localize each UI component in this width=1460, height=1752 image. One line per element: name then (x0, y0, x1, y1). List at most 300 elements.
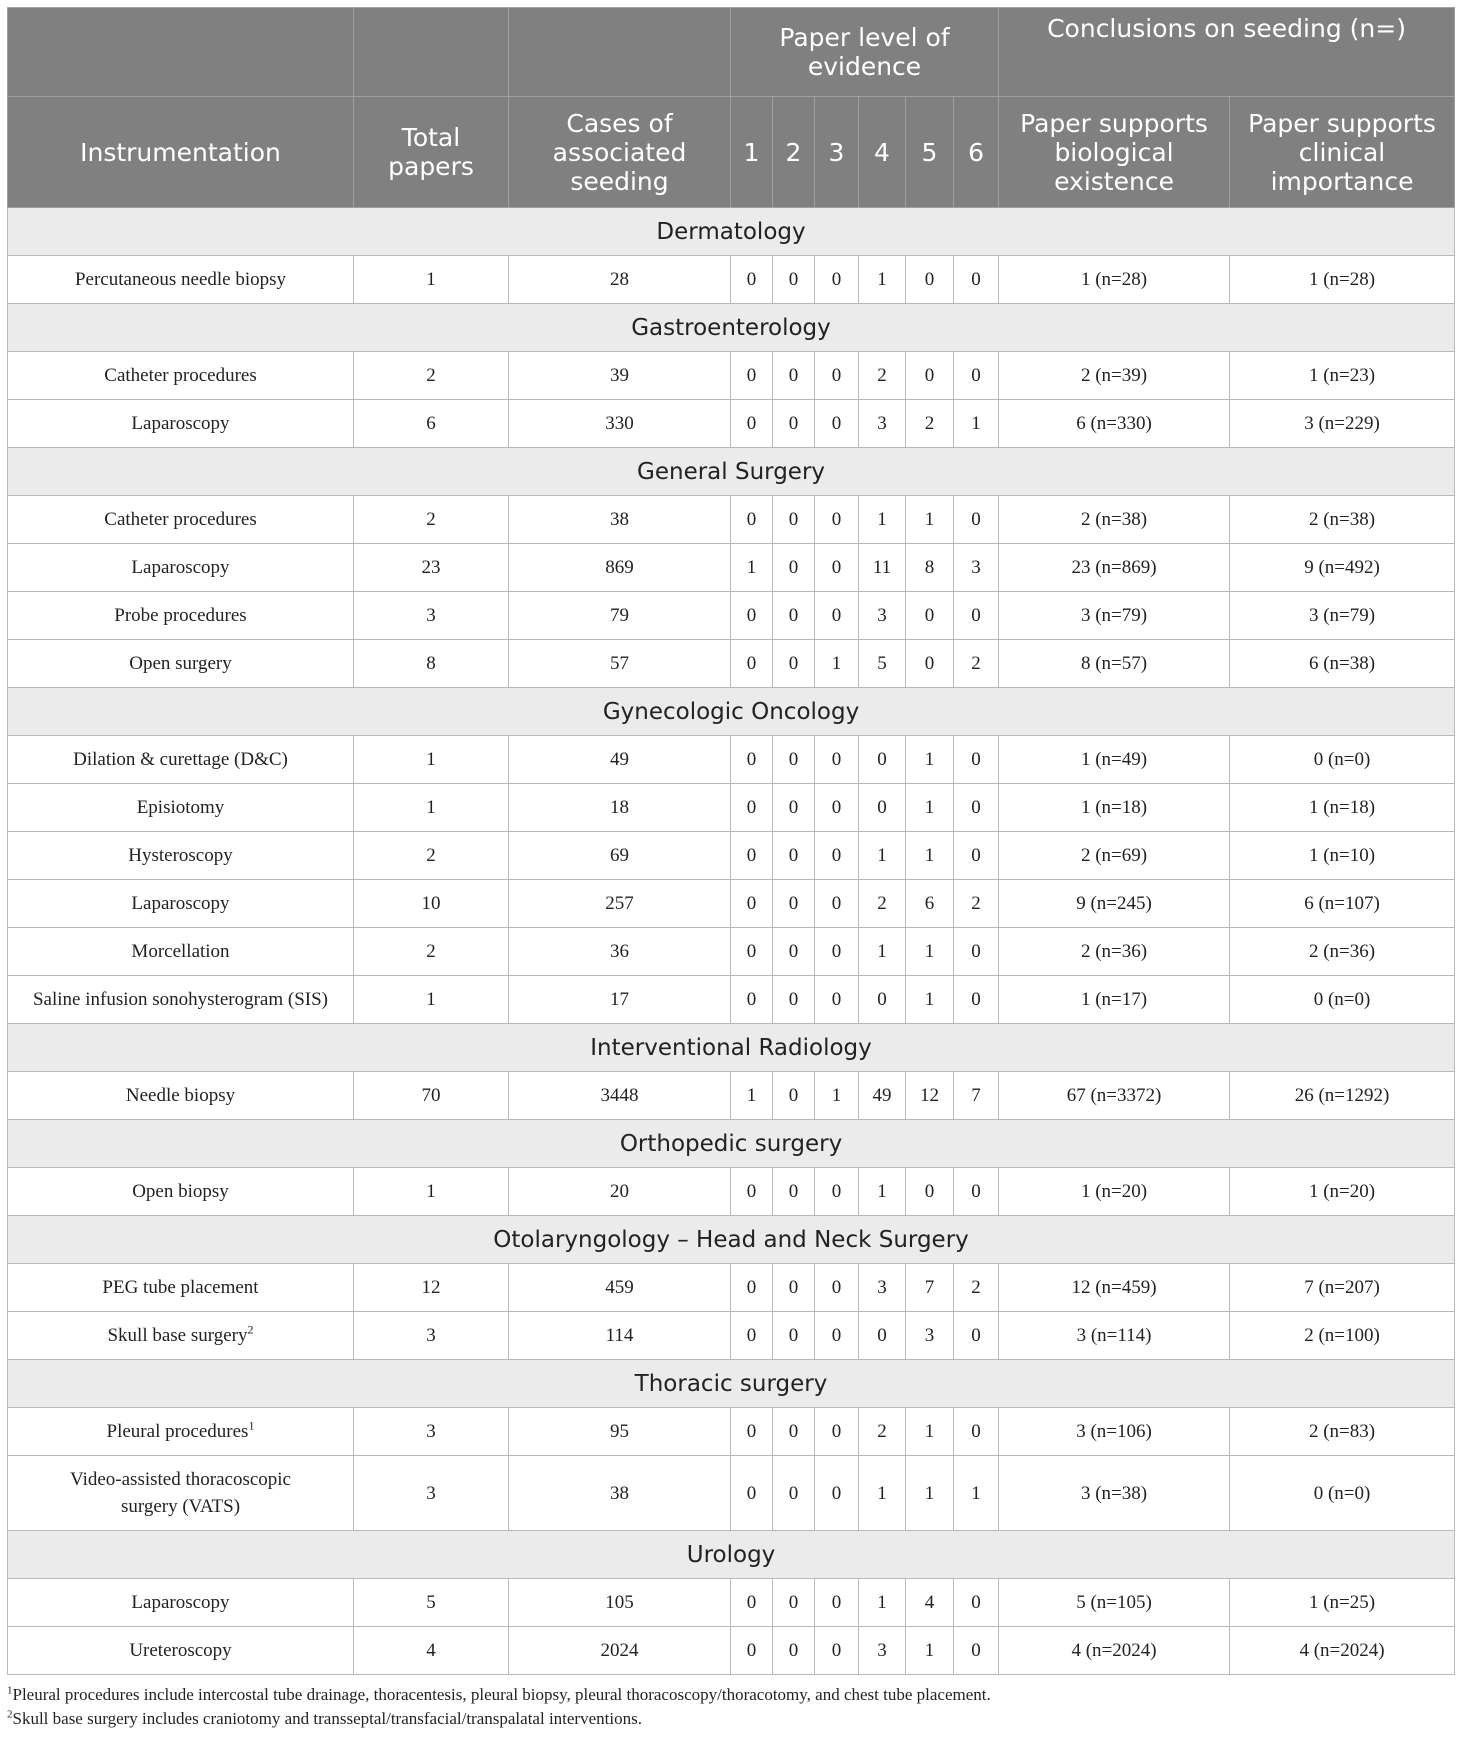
cell-biological-existence: 8 (n=57) (999, 640, 1230, 688)
cell-cases: 38 (509, 1456, 731, 1531)
cell-level-2: 0 (773, 1408, 815, 1456)
seeding-table (7, 7, 1455, 1675)
table-row (8, 400, 1455, 448)
section-row (8, 1360, 1455, 1408)
cell-level-5: 2 (906, 400, 954, 448)
cell-level-5: 3 (906, 1312, 954, 1360)
cell-level-3: 0 (815, 1579, 859, 1627)
cell-level-4: 2 (859, 1408, 906, 1456)
table-row (8, 544, 1455, 592)
cell-level-4: 1 (859, 256, 906, 304)
cell-clinical-importance: 1 (n=18) (1230, 784, 1455, 832)
cell-level-2: 0 (773, 1456, 815, 1531)
header-level-1: 1 (731, 97, 773, 208)
cell-level-1: 0 (731, 400, 773, 448)
cell-total-papers: 3 (354, 592, 509, 640)
footnote-mark: 1 (7, 1684, 13, 1697)
cell-biological-existence: 6 (n=330) (999, 400, 1230, 448)
cell-total-papers: 1 (354, 736, 509, 784)
cell-level-1: 0 (731, 1627, 773, 1675)
footnote-text: Skull base surgery includes craniotomy and transseptal/transfacial/transpalatal interventions. (12, 1709, 642, 1728)
cell-level-1: 0 (731, 1168, 773, 1216)
footnote-text: Pleural procedures include intercostal tube drainage, thoracentesis, pleural biopsy, pleural thoracoscopy/thoracotomy, and chest tube placement. (12, 1685, 991, 1704)
table-row (8, 256, 1455, 304)
cell-cases: 869 (509, 544, 731, 592)
cell-clinical-importance: 1 (n=28) (1230, 256, 1455, 304)
cell-level-5: 1 (906, 496, 954, 544)
cell-cases: 105 (509, 1579, 731, 1627)
instrumentation-name: Needle biopsy (125, 1084, 236, 1106)
table-row (8, 1312, 1455, 1360)
cell-total-papers: 1 (354, 784, 509, 832)
cell-clinical-importance: 9 (n=492) (1230, 544, 1455, 592)
cell-level-6: 0 (954, 352, 999, 400)
cell-cases: 17 (509, 976, 731, 1024)
instrumentation-name: Catheter procedures (104, 508, 257, 530)
cell-instrumentation (8, 784, 354, 832)
cell-clinical-importance: 2 (n=83) (1230, 1408, 1455, 1456)
cell-level-3: 0 (815, 1627, 859, 1675)
cell-biological-existence: 2 (n=36) (999, 928, 1230, 976)
cell-level-3: 0 (815, 592, 859, 640)
table-header (8, 8, 1455, 208)
cell-level-6: 0 (954, 832, 999, 880)
cell-biological-existence: 2 (n=38) (999, 496, 1230, 544)
cell-level-2: 0 (773, 496, 815, 544)
cell-level-6: 0 (954, 1168, 999, 1216)
cell-level-4: 1 (859, 496, 906, 544)
cell-instrumentation (8, 1168, 354, 1216)
cell-level-5: 1 (906, 1627, 954, 1675)
cell-cases: 3448 (509, 1072, 731, 1120)
cell-biological-existence: 1 (n=49) (999, 736, 1230, 784)
cell-level-1: 0 (731, 1456, 773, 1531)
cell-level-5: 0 (906, 352, 954, 400)
cell-instrumentation (8, 736, 354, 784)
instrumentation-name: Episiotomy (136, 796, 225, 818)
cell-level-5: 0 (906, 592, 954, 640)
section-row (8, 688, 1455, 736)
cell-level-6: 3 (954, 544, 999, 592)
cell-instrumentation (8, 928, 354, 976)
header-cases: Cases of associated seeding (509, 97, 731, 208)
instrumentation-name: Percutaneous needle biopsy (74, 268, 287, 290)
cell-clinical-importance: 6 (n=107) (1230, 880, 1455, 928)
cell-level-2: 0 (773, 256, 815, 304)
cell-total-papers: 1 (354, 976, 509, 1024)
cell-cases: 459 (509, 1264, 731, 1312)
header-total-papers: Total papers (354, 97, 509, 208)
cell-total-papers: 1 (354, 1168, 509, 1216)
cell-level-4: 1 (859, 928, 906, 976)
instrumentation-name: Laparoscopy (131, 556, 230, 578)
instrumentation-name: PEG tube placement (102, 1276, 259, 1298)
cell-cases: 257 (509, 880, 731, 928)
cell-level-6: 0 (954, 1627, 999, 1675)
cell-instrumentation (8, 880, 354, 928)
header-conclusions-group: Conclusions on seeding (n=) (999, 8, 1455, 97)
section-title: General Surgery (8, 448, 1455, 496)
section-title: Gastroenterology (8, 304, 1455, 352)
cell-level-4: 2 (859, 352, 906, 400)
cell-level-3: 0 (815, 976, 859, 1024)
cell-level-3: 0 (815, 1456, 859, 1531)
cell-level-2: 0 (773, 1627, 815, 1675)
cell-instrumentation (8, 1627, 354, 1675)
cell-level-6: 0 (954, 1579, 999, 1627)
instrumentation-name: Ureteroscopy (129, 1639, 232, 1661)
table-row (8, 1456, 1455, 1531)
cell-level-1: 0 (731, 880, 773, 928)
cell-total-papers: 23 (354, 544, 509, 592)
cell-level-5: 6 (906, 880, 954, 928)
cell-cases: 114 (509, 1312, 731, 1360)
cell-clinical-importance: 1 (n=23) (1230, 352, 1455, 400)
instrumentation-name: Dilation & curettage (D&C) (73, 748, 288, 770)
table-row (8, 928, 1455, 976)
cell-level-2: 0 (773, 880, 815, 928)
footnote-mark: 2 (7, 1708, 13, 1721)
cell-level-6: 2 (954, 640, 999, 688)
seeding-table-container (7, 7, 1454, 1731)
cell-level-3: 1 (815, 640, 859, 688)
cell-level-6: 0 (954, 784, 999, 832)
cell-level-6: 0 (954, 976, 999, 1024)
cell-biological-existence: 23 (n=869) (999, 544, 1230, 592)
cell-instrumentation (8, 640, 354, 688)
table-row (8, 784, 1455, 832)
header-level-5: 5 (906, 97, 954, 208)
cell-level-2: 0 (773, 736, 815, 784)
cell-level-2: 0 (773, 832, 815, 880)
cell-level-2: 0 (773, 352, 815, 400)
cell-clinical-importance: 1 (n=25) (1230, 1579, 1455, 1627)
cell-level-3: 0 (815, 400, 859, 448)
header-instrumentation: Instrumentation (8, 97, 354, 208)
cell-instrumentation (8, 976, 354, 1024)
cell-clinical-importance: 3 (n=79) (1230, 592, 1455, 640)
cell-level-2: 0 (773, 1264, 815, 1312)
cell-level-5: 1 (906, 1408, 954, 1456)
cell-instrumentation (8, 352, 354, 400)
cell-level-5: 1 (906, 1456, 954, 1531)
cell-level-3: 0 (815, 784, 859, 832)
cell-clinical-importance: 26 (n=1292) (1230, 1072, 1455, 1120)
cell-biological-existence: 3 (n=106) (999, 1408, 1230, 1456)
instrumentation-name: Open surgery (129, 652, 232, 674)
header-level-2: 2 (773, 97, 815, 208)
cell-biological-existence: 67 (n=3372) (999, 1072, 1230, 1120)
section-title: Interventional Radiology (8, 1024, 1455, 1072)
table-row (8, 1408, 1455, 1456)
cell-level-3: 0 (815, 496, 859, 544)
cell-level-3: 0 (815, 544, 859, 592)
header-blank-cell (509, 8, 731, 97)
header-level-group: Paper level of evidence (731, 8, 999, 97)
cell-total-papers: 10 (354, 880, 509, 928)
cell-clinical-importance: 1 (n=20) (1230, 1168, 1455, 1216)
cell-level-4: 3 (859, 592, 906, 640)
cell-level-4: 5 (859, 640, 906, 688)
section-row (8, 208, 1455, 256)
cell-clinical-importance: 2 (n=100) (1230, 1312, 1455, 1360)
cell-total-papers: 4 (354, 1627, 509, 1675)
cell-level-3: 0 (815, 832, 859, 880)
table-row (8, 880, 1455, 928)
footnotes (7, 1683, 1454, 1731)
table-row (8, 1579, 1455, 1627)
section-title: Orthopedic surgery (8, 1120, 1455, 1168)
cell-level-5: 0 (906, 256, 954, 304)
cell-level-6: 1 (954, 400, 999, 448)
cell-level-3: 0 (815, 928, 859, 976)
cell-cases: 38 (509, 496, 731, 544)
cell-level-1: 0 (731, 736, 773, 784)
cell-level-4: 1 (859, 832, 906, 880)
instrumentation-name: Saline infusion sonohysterogram (SIS) (32, 988, 328, 1010)
cell-level-1: 0 (731, 1264, 773, 1312)
cell-level-4: 3 (859, 1627, 906, 1675)
table-row (8, 496, 1455, 544)
cell-total-papers: 70 (354, 1072, 509, 1120)
instrumentation-name: Hysteroscopy (128, 844, 233, 866)
instrumentation-name: Pleural procedures (106, 1420, 249, 1442)
cell-level-2: 0 (773, 1168, 815, 1216)
section-title: Otolaryngology – Head and Neck Surgery (8, 1216, 1455, 1264)
cell-total-papers: 2 (354, 496, 509, 544)
cell-level-1: 0 (731, 928, 773, 976)
cell-level-6: 0 (954, 928, 999, 976)
cell-level-1: 0 (731, 784, 773, 832)
cell-level-4: 3 (859, 1264, 906, 1312)
instrumentation-name: Open biopsy (132, 1180, 229, 1202)
cell-instrumentation (8, 496, 354, 544)
cell-clinical-importance: 0 (n=0) (1230, 736, 1455, 784)
cell-level-1: 1 (731, 1072, 773, 1120)
cell-level-5: 1 (906, 736, 954, 784)
header-blank-cell (8, 8, 354, 97)
instrumentation-name: Skull base surgery (107, 1324, 248, 1346)
cell-total-papers: 6 (354, 400, 509, 448)
cell-level-5: 1 (906, 784, 954, 832)
footnote-marker: 2 (247, 1322, 254, 1337)
cell-biological-existence: 9 (n=245) (999, 880, 1230, 928)
cell-level-6: 0 (954, 1312, 999, 1360)
cell-level-5: 4 (906, 1579, 954, 1627)
cell-level-3: 0 (815, 1264, 859, 1312)
cell-level-1: 0 (731, 352, 773, 400)
table-row (8, 1168, 1455, 1216)
header-biological-existence: Paper supports biological existence (999, 97, 1230, 208)
cell-biological-existence: 2 (n=69) (999, 832, 1230, 880)
cell-level-6: 1 (954, 1456, 999, 1531)
cell-cases: 36 (509, 928, 731, 976)
cell-level-2: 0 (773, 1579, 815, 1627)
cell-level-3: 0 (815, 1312, 859, 1360)
cell-level-2: 0 (773, 784, 815, 832)
footnote-marker: 1 (248, 1418, 255, 1433)
section-title: Urology (8, 1531, 1455, 1579)
cell-level-5: 1 (906, 928, 954, 976)
cell-instrumentation (8, 1579, 354, 1627)
instrumentation-name: Probe procedures (114, 604, 247, 626)
table-row (8, 976, 1455, 1024)
cell-level-6: 2 (954, 880, 999, 928)
cell-total-papers: 2 (354, 352, 509, 400)
cell-clinical-importance: 0 (n=0) (1230, 976, 1455, 1024)
cell-level-2: 0 (773, 1072, 815, 1120)
cell-biological-existence: 12 (n=459) (999, 1264, 1230, 1312)
cell-level-4: 0 (859, 784, 906, 832)
cell-clinical-importance: 2 (n=38) (1230, 496, 1455, 544)
cell-level-1: 0 (731, 832, 773, 880)
cell-level-1: 0 (731, 1579, 773, 1627)
cell-instrumentation (8, 1072, 354, 1120)
cell-instrumentation (8, 832, 354, 880)
cell-level-6: 0 (954, 736, 999, 784)
section-row (8, 1216, 1455, 1264)
section-row (8, 1024, 1455, 1072)
cell-level-5: 0 (906, 640, 954, 688)
cell-level-1: 0 (731, 976, 773, 1024)
cell-clinical-importance: 1 (n=10) (1230, 832, 1455, 880)
cell-cases: 330 (509, 400, 731, 448)
table-row (8, 832, 1455, 880)
cell-level-3: 0 (815, 1168, 859, 1216)
cell-level-6: 0 (954, 1408, 999, 1456)
cell-biological-existence: 2 (n=39) (999, 352, 1230, 400)
cell-level-5: 8 (906, 544, 954, 592)
instrumentation-name: Laparoscopy (131, 412, 230, 434)
table-row (8, 1072, 1455, 1120)
cell-level-2: 0 (773, 592, 815, 640)
footnote (7, 1707, 1454, 1731)
cell-level-6: 7 (954, 1072, 999, 1120)
cell-level-1: 0 (731, 256, 773, 304)
header-level-4: 4 (859, 97, 906, 208)
cell-level-1: 1 (731, 544, 773, 592)
cell-level-2: 0 (773, 976, 815, 1024)
cell-instrumentation (8, 1264, 354, 1312)
cell-level-1: 0 (731, 1312, 773, 1360)
instrumentation-name: Laparoscopy (131, 892, 230, 914)
cell-level-3: 0 (815, 1408, 859, 1456)
cell-clinical-importance: 7 (n=207) (1230, 1264, 1455, 1312)
cell-total-papers: 5 (354, 1579, 509, 1627)
instrumentation-name: Laparoscopy (131, 1591, 230, 1613)
header-blank-cell (354, 8, 509, 97)
cell-level-4: 3 (859, 400, 906, 448)
cell-biological-existence: 5 (n=105) (999, 1579, 1230, 1627)
cell-instrumentation (8, 1456, 354, 1531)
cell-level-1: 0 (731, 592, 773, 640)
table-row (8, 1264, 1455, 1312)
cell-level-6: 0 (954, 256, 999, 304)
cell-cases: 2024 (509, 1627, 731, 1675)
section-row (8, 1120, 1455, 1168)
table-row (8, 640, 1455, 688)
cell-level-3: 0 (815, 880, 859, 928)
cell-level-5: 0 (906, 1168, 954, 1216)
cell-total-papers: 3 (354, 1456, 509, 1531)
cell-total-papers: 3 (354, 1312, 509, 1360)
table-row (8, 352, 1455, 400)
cell-instrumentation (8, 256, 354, 304)
cell-level-3: 0 (815, 352, 859, 400)
cell-biological-existence: 3 (n=38) (999, 1456, 1230, 1531)
cell-total-papers: 2 (354, 832, 509, 880)
cell-level-5: 1 (906, 976, 954, 1024)
section-title: Thoracic surgery (8, 1360, 1455, 1408)
cell-level-4: 1 (859, 1168, 906, 1216)
cell-level-2: 0 (773, 928, 815, 976)
cell-clinical-importance: 6 (n=38) (1230, 640, 1455, 688)
cell-level-5: 12 (906, 1072, 954, 1120)
cell-level-4: 1 (859, 1456, 906, 1531)
cell-level-4: 1 (859, 1579, 906, 1627)
cell-total-papers: 3 (354, 1408, 509, 1456)
section-row (8, 1531, 1455, 1579)
section-title: Gynecologic Oncology (8, 688, 1455, 736)
instrumentation-name: Catheter procedures (104, 364, 257, 386)
cell-total-papers: 1 (354, 256, 509, 304)
cell-cases: 18 (509, 784, 731, 832)
cell-instrumentation (8, 400, 354, 448)
header-level-6: 6 (954, 97, 999, 208)
cell-cases: 69 (509, 832, 731, 880)
cell-biological-existence: 1 (n=18) (999, 784, 1230, 832)
cell-level-2: 0 (773, 1312, 815, 1360)
table-row (8, 1627, 1455, 1675)
section-row (8, 448, 1455, 496)
cell-biological-existence: 1 (n=20) (999, 1168, 1230, 1216)
cell-level-5: 7 (906, 1264, 954, 1312)
cell-level-2: 0 (773, 640, 815, 688)
table-body (8, 208, 1455, 1675)
instrumentation-name: Morcellation (131, 940, 230, 962)
cell-level-6: 2 (954, 1264, 999, 1312)
footnote (7, 1683, 1454, 1707)
cell-biological-existence: 3 (n=114) (999, 1312, 1230, 1360)
cell-biological-existence: 4 (n=2024) (999, 1627, 1230, 1675)
cell-total-papers: 8 (354, 640, 509, 688)
cell-instrumentation (8, 592, 354, 640)
cell-level-4: 49 (859, 1072, 906, 1120)
cell-clinical-importance: 0 (n=0) (1230, 1456, 1455, 1531)
cell-level-3: 0 (815, 256, 859, 304)
cell-biological-existence: 1 (n=17) (999, 976, 1230, 1024)
section-row (8, 304, 1455, 352)
cell-level-4: 2 (859, 880, 906, 928)
cell-level-3: 0 (815, 736, 859, 784)
cell-level-6: 0 (954, 592, 999, 640)
cell-cases: 20 (509, 1168, 731, 1216)
cell-level-2: 0 (773, 400, 815, 448)
cell-level-1: 0 (731, 1408, 773, 1456)
cell-clinical-importance: 3 (n=229) (1230, 400, 1455, 448)
cell-biological-existence: 3 (n=79) (999, 592, 1230, 640)
cell-level-4: 11 (859, 544, 906, 592)
cell-level-2: 0 (773, 544, 815, 592)
cell-clinical-importance: 4 (n=2024) (1230, 1627, 1455, 1675)
section-title: Dermatology (8, 208, 1455, 256)
cell-instrumentation (8, 1312, 354, 1360)
cell-level-4: 0 (859, 736, 906, 784)
instrumentation-name: Video-assisted thoracoscopic surgery (VATS) (70, 1469, 291, 1517)
cell-level-4: 0 (859, 1312, 906, 1360)
cell-cases: 95 (509, 1408, 731, 1456)
cell-level-1: 0 (731, 640, 773, 688)
